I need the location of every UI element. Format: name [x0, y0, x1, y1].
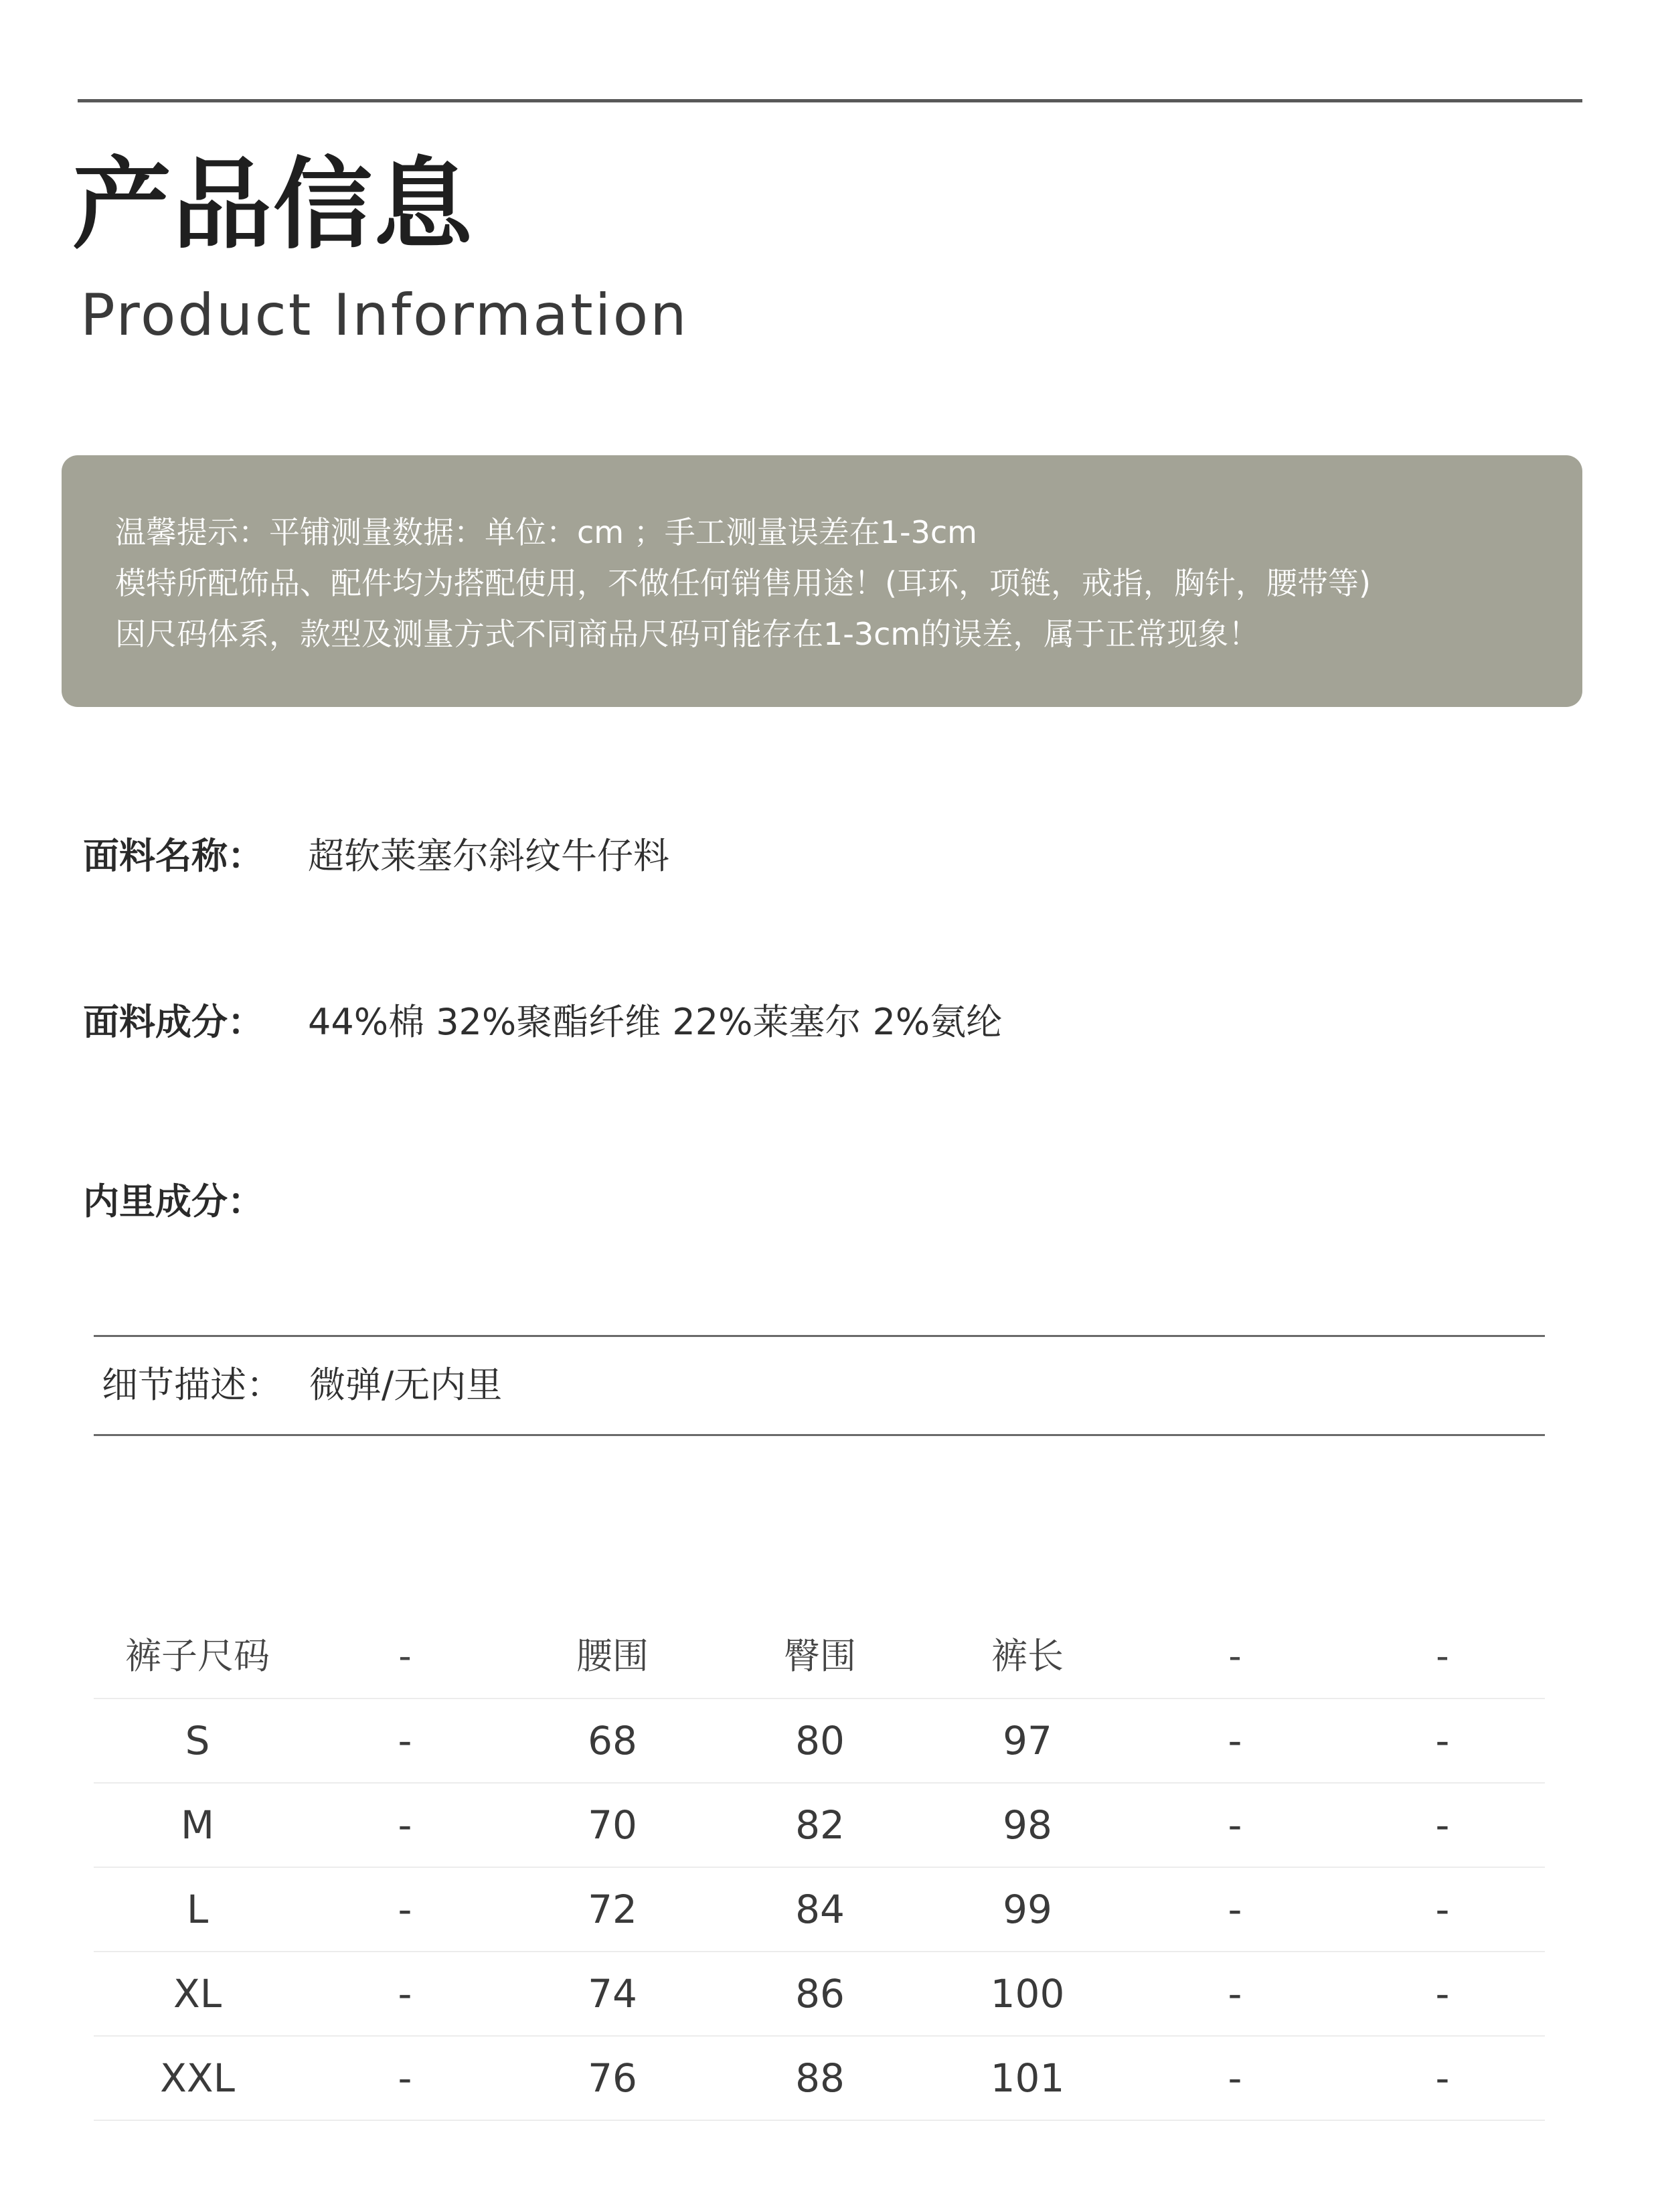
- fabric-composition-label: 面料成分：: [83, 1001, 264, 1043]
- lining-composition-label: 内里成分：: [83, 1180, 264, 1222]
- table-cell: -: [1228, 2055, 1242, 2101]
- top-divider: [78, 99, 1582, 102]
- table-cell: -: [1228, 1971, 1242, 2017]
- table-cell: -: [398, 1971, 412, 2017]
- table-cell: S: [185, 1718, 210, 1763]
- header-cell: -: [398, 1635, 412, 1677]
- table-row: [94, 2037, 1545, 2121]
- table-cell: XL: [173, 1971, 222, 2017]
- detail-bottom-divider: [94, 1434, 1545, 1436]
- table-cell: 99: [1003, 1887, 1052, 1932]
- table-cell: 97: [1003, 1718, 1052, 1763]
- table-cell: -: [1435, 1802, 1450, 1848]
- header-cell: 裤子尺码: [125, 1635, 270, 1677]
- table-cell: 80: [795, 1718, 845, 1763]
- fabric-name-label: 面料名称：: [83, 835, 264, 877]
- table-cell: 72: [588, 1887, 637, 1932]
- table-cell: -: [398, 2055, 412, 2101]
- table-cell: 101: [990, 2055, 1065, 2101]
- table-cell: 100: [990, 1971, 1065, 2017]
- detail-label: 细节描述：: [102, 1364, 282, 1406]
- table-row: [94, 1952, 1545, 2037]
- size-table: [94, 1615, 1545, 2121]
- fabric-name-value: 超软莱塞尔斜纹牛仔料: [308, 835, 669, 877]
- table-cell: 76: [588, 2055, 637, 2101]
- table-cell: M: [180, 1802, 215, 1848]
- table-cell: 98: [1003, 1802, 1052, 1848]
- header-cell: -: [1228, 1635, 1242, 1677]
- table-cell: 82: [795, 1802, 845, 1848]
- table-cell: 70: [588, 1802, 637, 1848]
- table-cell: 84: [795, 1887, 845, 1932]
- table-cell: -: [1228, 1802, 1242, 1848]
- table-cell: -: [1435, 2055, 1450, 2101]
- table-cell: -: [1435, 1718, 1450, 1763]
- table-row: [94, 1699, 1545, 1784]
- table-cell: 68: [588, 1718, 637, 1763]
- header-cell: 腰围: [576, 1635, 649, 1677]
- table-cell: L: [186, 1887, 209, 1932]
- table-cell: -: [398, 1887, 412, 1932]
- detail-value: 微弹/无内里: [309, 1364, 503, 1406]
- notice-line-size-variance: 因尺码体系，款型及测量方式不同商品尺码可能存在1-3cm的误差，属于正常现象！: [115, 616, 1260, 652]
- table-cell: 74: [588, 1971, 637, 2017]
- table-cell: 88: [795, 2055, 845, 2101]
- table-cell: 86: [795, 1971, 845, 2017]
- fabric-composition-value: 44%棉 32%聚酯纤维 22%莱塞尔 2%氨纶: [308, 1001, 1003, 1043]
- page-subtitle: Product Information: [80, 282, 689, 349]
- detail-top-divider: [94, 1335, 1545, 1337]
- table-cell: -: [398, 1802, 412, 1848]
- table-row: [94, 1868, 1545, 1952]
- table-cell: -: [398, 1718, 412, 1763]
- table-cell: XXL: [160, 2055, 235, 2101]
- notice-line-measurement: 温馨提示：平铺测量数据：单位：cm ；手工测量误差在1-3cm: [115, 514, 977, 550]
- notice-line-accessories: 模特所配饰品、配件均为搭配使用，不做任何销售用途！(耳环，项链，戒指，胸针，腰带等): [115, 565, 1371, 601]
- table-cell: -: [1228, 1887, 1242, 1932]
- table-cell: -: [1228, 1718, 1242, 1763]
- table-row: [94, 1784, 1545, 1868]
- header-cell: 臀围: [784, 1635, 856, 1677]
- notice-box: [62, 455, 1582, 707]
- header-cell: -: [1436, 1635, 1449, 1677]
- table-cell: -: [1435, 1887, 1450, 1932]
- header-cell: 裤长: [991, 1635, 1064, 1677]
- page-title: 产品信息: [72, 147, 474, 262]
- size-table-header: [94, 1615, 1545, 1699]
- table-cell: -: [1435, 1971, 1450, 2017]
